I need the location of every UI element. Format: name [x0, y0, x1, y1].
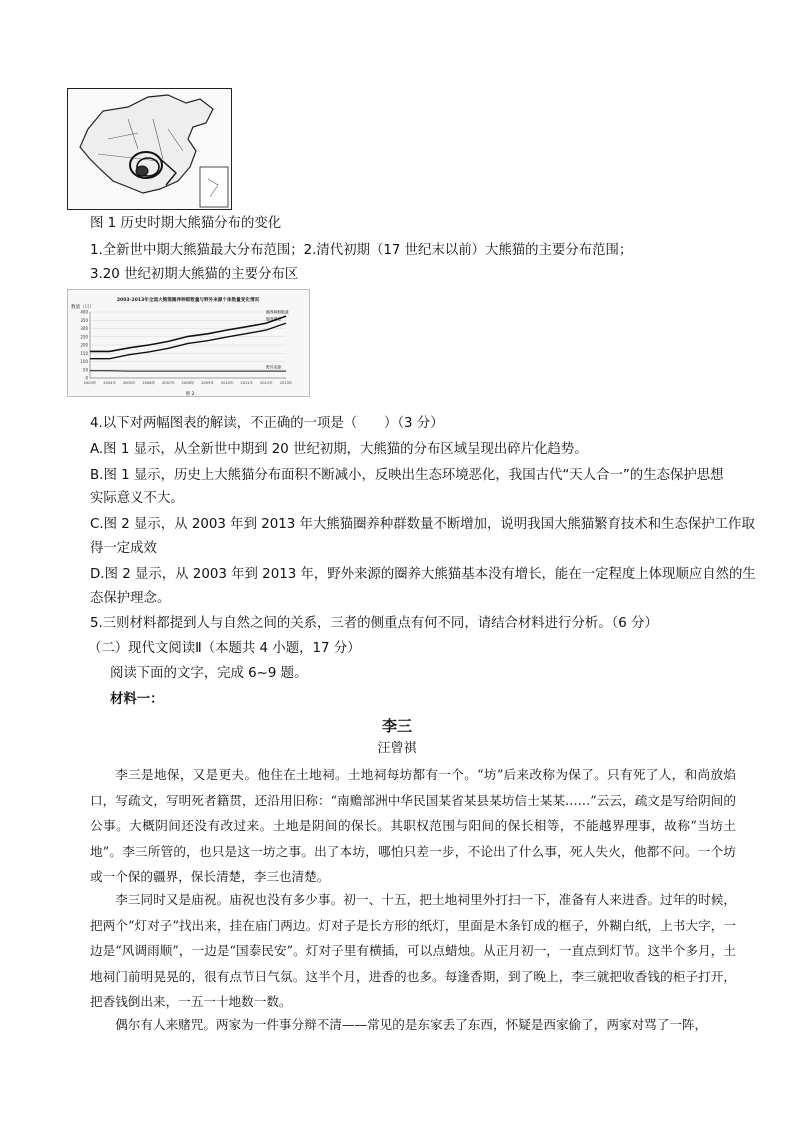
panda-distribution-map: [67, 88, 232, 210]
article-paragraph-2: 李三同时又是庙祝。庙祝也没有多少事。初一、十五，把土地祠里外打扫一下，准备有人来进香。过年的时候，把两个“灯对子”找出来，挂在庙门两边。灯对子是长方形的纸灯，里面是木条钉成的框子，外糊白纸，上书大字，一边是“风调雨顺”，一边是“国泰民安”。灯对子里有横插，可以点蜡烛。从正月初一，一直点到灯节。这半个多月，土地祠门前明晃晃的，很有点节日气氛。这半个月，进香的也多。每逢香期，到了晚上，李三就把收香钱的柜子打开，把香钱倒出来，一五一十地数一数。: [90, 892, 736, 1009]
chart-caption: 图 2: [185, 392, 195, 397]
chart-y-tick-label: 250: [80, 334, 88, 340]
chart-series-line: [90, 316, 286, 351]
chart-series-label: 野外来源: [266, 364, 282, 370]
chart-y-tick-label: 400: [80, 309, 88, 315]
figure1-note-2: 3.20 世纪初期大熊猫的主要分布区: [90, 267, 299, 282]
chart-series-lines: [90, 316, 286, 371]
chart-y-tick-label: 200: [80, 342, 88, 348]
chart-x-tick-label: 2003年: [83, 381, 97, 385]
chart-y-tick-label: 0: [85, 375, 88, 381]
chart-x-tick-label: 2006年: [142, 381, 156, 385]
chart-y-tick-label: 100: [80, 359, 88, 364]
chart-x-tick-label: 2008年: [181, 381, 195, 385]
figure1-caption: 图 1 历史时期大熊猫分布的变化: [90, 216, 282, 231]
chart-y-tick-label: 50: [82, 367, 88, 373]
question-4: 4.以下对两幅图表的解读，不正确的一项是（ ）（3 分）: [90, 416, 444, 431]
option-a: A.图 1 显示，从全新世中期到 20 世纪初期，大熊猫的分布区域呈现出碎片化趋势。: [90, 442, 588, 457]
chart-x-tick-label: 2010年: [220, 381, 234, 385]
chart-ylabel: 数量（只）: [71, 305, 94, 310]
chart-x-tick-label: 2011年: [240, 381, 254, 385]
chart-x-ticks: [84, 380, 293, 385]
chart-svg: [68, 290, 310, 397]
figure1-note-1: 1.全新世中期大熊猫最大分布范围；2.清代初期（17 世纪末以前）大熊猫的主要分布范围；: [90, 243, 633, 258]
section-heading: （二）现代文阅读Ⅱ（本题共 4 小题，17 分）: [88, 641, 361, 656]
chart-x-tick-label: 2009年: [201, 381, 214, 385]
chart-title: 2003-2013年全国大熊猫圈养种群数量与野外来源个体数量变化情况: [116, 298, 260, 303]
option-c-line-1: C.图 2 显示，从 2003 年到 2013 年大熊猫圈养种群数量不断增加，说明我国大熊猫繁育技术和生态保护工作取: [90, 517, 755, 532]
option-d-line-2: 态保护理念。: [90, 591, 171, 606]
chart-x-tick-label: 2004年: [103, 381, 116, 385]
chart-y-ticks: [80, 310, 88, 381]
option-d-line-1: D.图 2 显示，从 2003 年到 2013 年，野外来源的圈养大熊猫基本没有增长，能在一定程度上体现顺应自然的生: [90, 567, 756, 582]
panda-population-chart: [67, 289, 310, 397]
chart-series-labels: [266, 310, 289, 370]
article-paragraph-3: 偶尔有人来赌咒。两家为一件事分辩不清——常见的是东家丢了东西，怀疑是西家偷了，两家对骂了一阵，: [115, 1017, 708, 1032]
section-instruction: 阅读下面的文字，完成 6~9 题。: [110, 666, 308, 681]
material-label: 材料一：: [110, 692, 164, 707]
chart-grid: [90, 312, 286, 378]
chart-series-label: 圈养种群数量: [266, 309, 289, 315]
chart-x-tick-label: 2013年: [279, 381, 293, 385]
chart-x-tick-label: 2005年: [122, 381, 136, 385]
chart-y-tick-label: 150: [80, 350, 88, 356]
chart-x-tick-label: 2007年: [162, 381, 175, 385]
article-title: 李三: [381, 717, 412, 735]
option-b-line-2: 实际意义不大。: [90, 491, 184, 506]
option-c-line-2: 得一定成效: [90, 541, 157, 556]
article-paragraph-1: 李三是地保，又是更夫。他住在土地祠。土地祠每坊都有一个。“坊”后来改称为保了。只有死了人，和尚放焰口，写疏文，写明死者籍贯，还沿用旧称：“南赡部洲中华民国某省某县某坊信士某某……”云云，疏文是写给阴间的公事。大概阴间还没有改过来。土地是阴间的保长。其职权范围与阳间的保长相等，不能越界理事，故称“当坊土地”。李三所管的，也只是这一坊之事。出了本坊，哪怕只差一步，不论出了什么事，死人失火，他都不问。一个坊或一个保的疆界，保长清楚，李三也清楚。: [90, 767, 736, 884]
option-b-line-1: B.图 1 显示，历史上大熊猫分布面积不断减小，反映出生态环境恶化，我国古代“天人合一”的生态保护思想: [90, 468, 724, 483]
chart-x-tick-label: 2012年: [260, 381, 273, 385]
question-5: 5.三则材料都提到人与自然之间的关系，三者的侧重点有何不同，请结合材料进行分析。（6 分）: [90, 616, 658, 631]
article-author: 汪曾祺: [377, 741, 417, 756]
chart-series-label: 圈养繁育: [266, 316, 282, 322]
china-map-illustration: [68, 89, 232, 210]
chart-y-tick-label: 300: [80, 326, 88, 331]
chart-y-tick-label: 350: [80, 317, 88, 323]
